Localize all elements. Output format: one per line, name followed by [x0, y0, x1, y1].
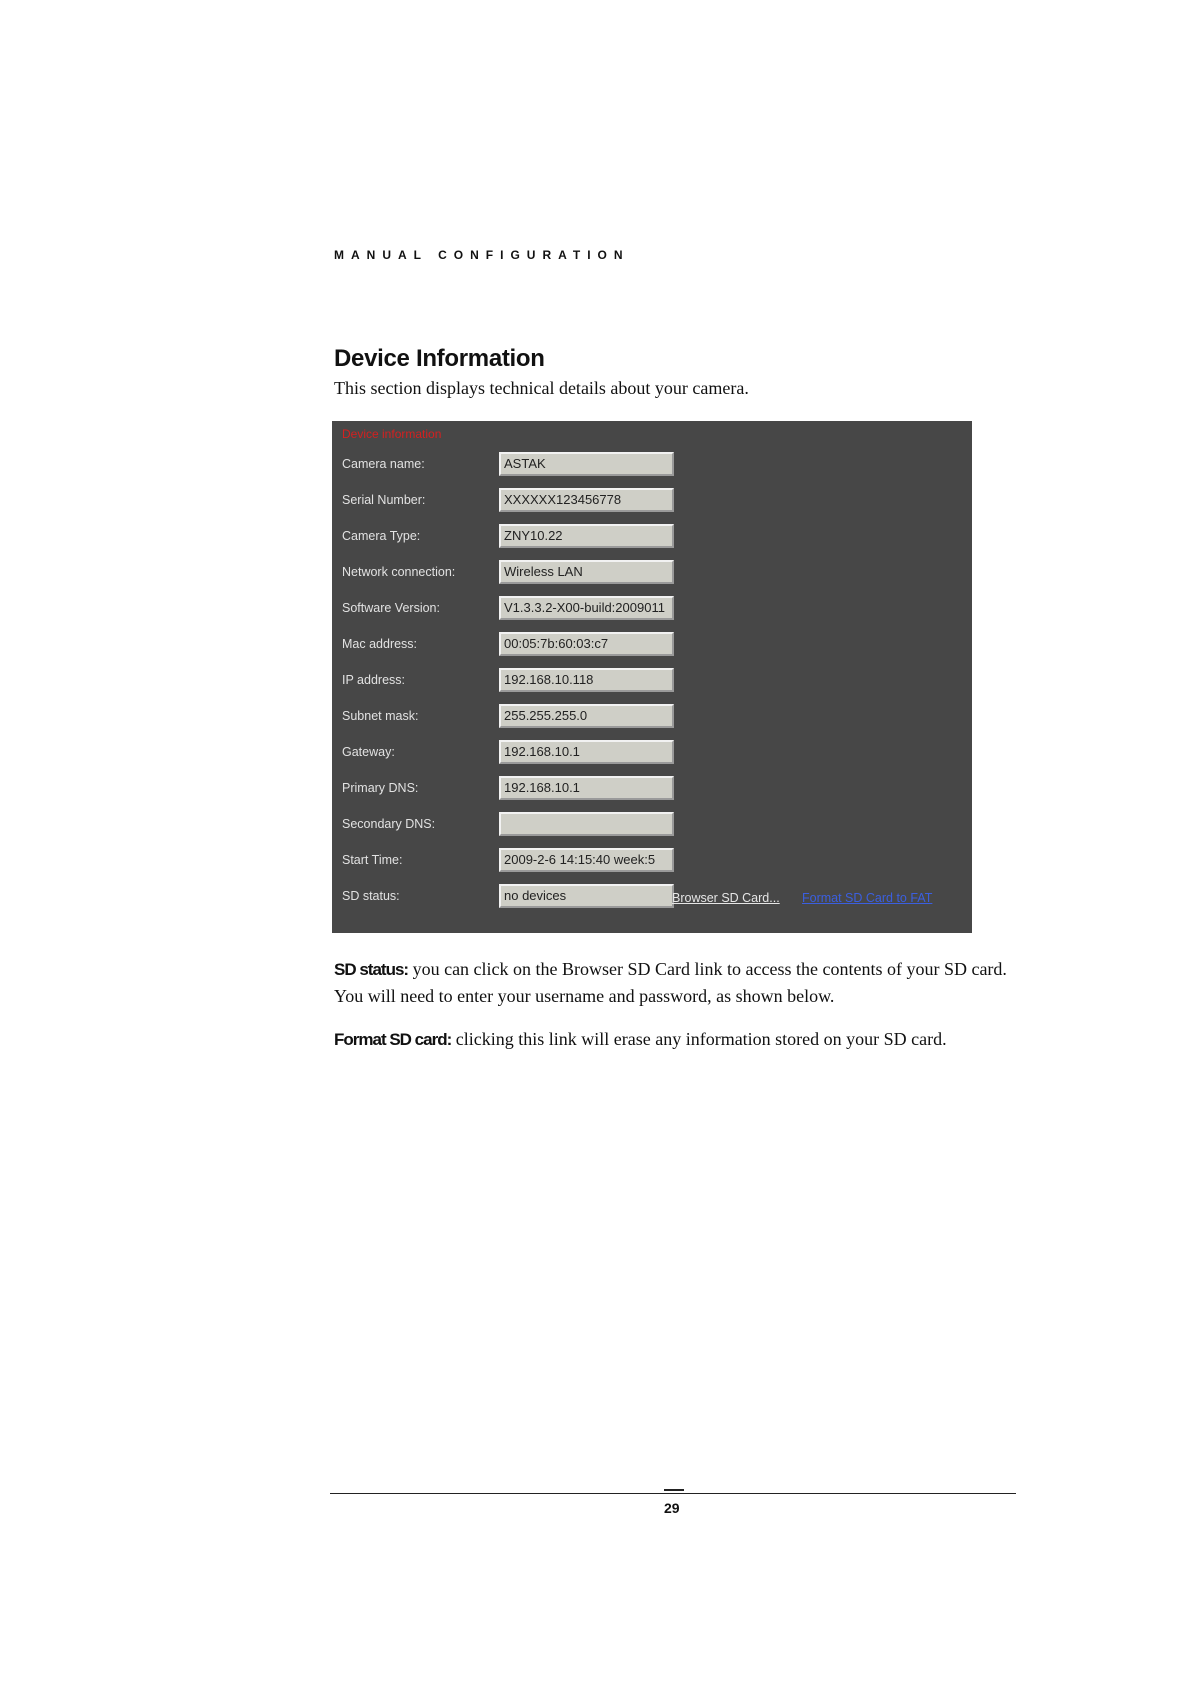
running-header: MANUAL CONFIGURATION	[334, 248, 630, 262]
serial-number-label: Serial Number:	[342, 493, 426, 507]
row-software-version	[332, 595, 972, 621]
row-gateway	[332, 739, 972, 765]
format-sd-lead: Format SD card:	[334, 1030, 452, 1049]
mac-address-field[interactable]: 00:05:7b:60:03:c7	[499, 632, 674, 656]
format-sd-card-link[interactable]: Format SD Card to FAT	[802, 891, 933, 905]
network-connection-field[interactable]: Wireless LAN	[499, 560, 674, 584]
software-version-label: Software Version:	[342, 601, 440, 615]
ip-address-label: IP address:	[342, 673, 406, 687]
mac-address-label: Mac address:	[342, 637, 418, 651]
sd-status-label: SD status:	[342, 889, 400, 903]
row-secondary-dns	[332, 811, 972, 837]
primary-dns-label: Primary DNS:	[342, 781, 419, 795]
row-sd-status	[332, 883, 972, 909]
page-number: 29	[664, 1500, 680, 1516]
row-start-time	[332, 847, 972, 873]
row-network-connection	[332, 559, 972, 585]
format-sd-text: clicking this link will erase any information stored on your SD card.	[451, 1029, 947, 1049]
row-ip-address	[332, 667, 972, 693]
start-time-label: Start Time:	[342, 853, 403, 867]
software-version-field[interactable]: V1.3.3.2-X00-build:2009011	[499, 596, 674, 620]
primary-dns-field[interactable]: 192.168.10.1	[499, 776, 674, 800]
section-title: Device Information	[334, 345, 545, 372]
camera-type-label: Camera Type:	[342, 529, 421, 543]
gateway-label: Gateway:	[342, 745, 395, 759]
camera-type-field[interactable]: ZNY10.22	[499, 524, 674, 548]
gateway-field[interactable]: 192.168.10.1	[499, 740, 674, 764]
footer-tick	[664, 1489, 684, 1491]
start-time-field[interactable]: 2009-2-6 14:15:40 week:5	[499, 848, 674, 872]
network-connection-label: Network connection:	[342, 565, 456, 579]
panel-title: Device information	[342, 427, 442, 441]
format-sd-paragraph	[334, 1026, 1024, 1053]
camera-name-field[interactable]: ASTAK	[499, 452, 674, 476]
ip-address-field[interactable]: 192.168.10.118	[499, 668, 674, 692]
subnet-mask-label: Subnet mask:	[342, 709, 419, 723]
serial-number-field[interactable]: XXXXXX123456778	[499, 488, 674, 512]
row-subnet-mask	[332, 703, 972, 729]
secondary-dns-field[interactable]	[499, 812, 674, 836]
subnet-mask-field[interactable]: 255.255.255.0	[499, 704, 674, 728]
row-primary-dns	[332, 775, 972, 801]
row-mac-address	[332, 631, 972, 657]
section-intro: This section displays technical details about your camera.	[334, 378, 749, 398]
browser-sd-card-link[interactable]: Browser SD Card...	[672, 891, 780, 905]
row-serial-number	[332, 487, 972, 513]
sd-status-paragraph	[334, 956, 1024, 1009]
sd-status-field[interactable]: no devices	[499, 884, 674, 908]
row-camera-type	[332, 523, 972, 549]
sd-status-text: you can click on the Browser SD Card link to access the contents of your SD card. You will need to enter your username and password, as shown below.	[334, 959, 1007, 1006]
camera-name-label: Camera name:	[342, 457, 425, 471]
device-information-panel	[332, 421, 972, 933]
secondary-dns-label: Secondary DNS:	[342, 817, 436, 831]
footer-rule	[330, 1493, 1016, 1494]
sd-status-lead: SD status:	[334, 960, 409, 979]
row-camera-name	[332, 451, 972, 477]
